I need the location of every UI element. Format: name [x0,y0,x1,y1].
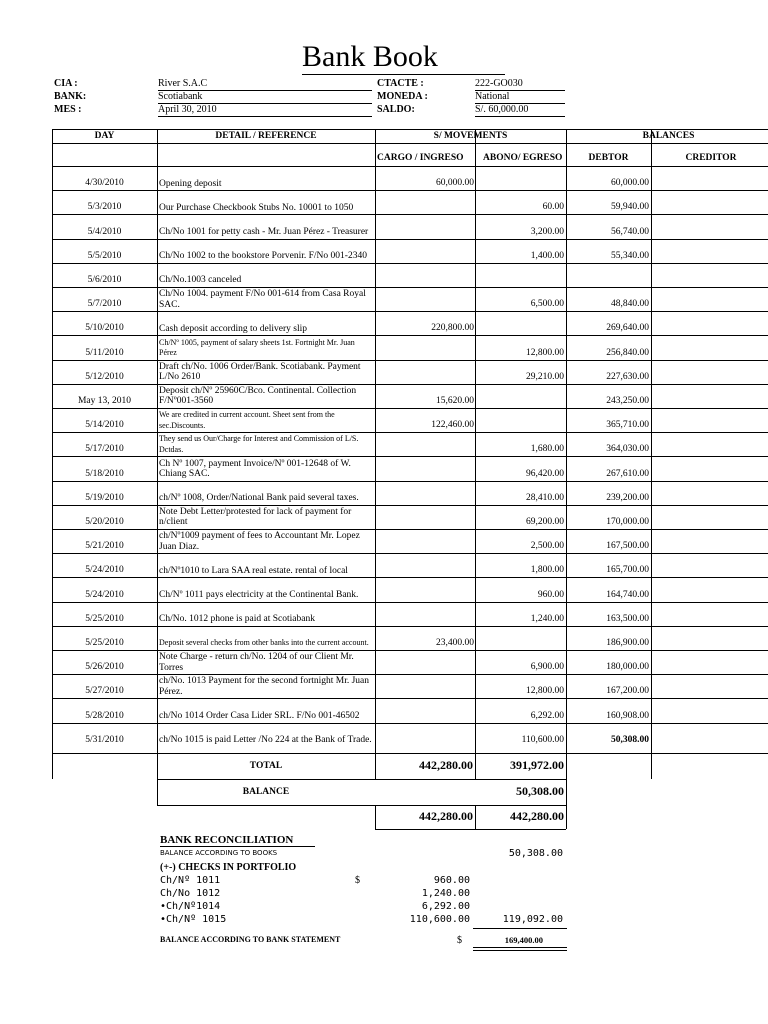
row-creditor [651,662,768,673]
row-creditor [651,469,768,480]
row-day: 5/14/2010 [85,420,124,431]
checks-total-underline [473,928,567,929]
check-value: 1,240.00 [421,888,470,899]
row-day: 5/27/2010 [85,686,124,697]
check-label: Ch/Nº 1011 [160,875,221,886]
row-detail: Opening deposit [159,178,222,189]
row-cargo [375,662,474,673]
row-day: 5/12/2010 [85,371,124,382]
row-cargo [375,348,474,359]
row-abono: 110,600.00 [521,734,564,745]
total-bottom-border [157,779,566,780]
row-abono: 96,420.00 [526,468,564,479]
column-divider [157,129,158,754]
row-abono: 3,200.00 [530,226,564,237]
row-detail: Cash deposit according to delivery slip [159,323,308,334]
row-cargo: 15,620.00 [436,396,474,406]
row-debtor: 170,000.00 [606,517,649,527]
row-cargo: 220,800.00 [431,323,474,334]
row-creditor [651,565,768,576]
row-day: 5/3/2010 [87,202,122,213]
total-cargo: 442,280.00 [419,759,473,772]
row-abono [475,638,564,649]
row-detail: Deposit ch/Nº 25960C/Bco. Continental. Collection F/Nº001-3560 [159,385,357,407]
row-abono: 28,410.00 [526,492,564,503]
row-debtor: 267,610.00 [606,468,649,479]
saldo-value: S/. 60,000.00 [475,104,565,117]
header-divider [52,143,768,144]
recon-title: BANK RECONCILIATION [160,834,315,847]
row-day: 5/24/2010 [85,565,124,576]
row-abono: 69,200.00 [526,517,564,527]
row-abono: 1,680.00 [530,444,564,455]
row-creditor [651,517,768,528]
row-cargo [375,686,474,697]
bank-statement-label: BALANCE ACCORDING TO BANK STATEMENT [160,935,341,944]
row-creditor [651,178,768,189]
row-day: 5/6/2010 [87,275,122,285]
row-day: 4/30/2010 [85,178,124,189]
row-detail: Deposit several checks from other banks into the current account. [159,638,369,648]
mes-label: MES : [54,104,82,115]
row-creditor [651,614,768,625]
column-divider [375,129,376,754]
row-cargo [375,517,474,528]
row-day: 5/28/2010 [85,710,124,721]
row-creditor [651,275,768,286]
row-detail: Ch/No 1004. payment F/No 001-614 from Casa Royal SAC. [159,289,366,310]
statement-double-underline [473,950,567,951]
check-label: •Ch/Nº 1015 [160,914,227,925]
row-detail: Ch/Nº 1011 pays electricity at the Continental Bank. [159,590,359,601]
row-cargo [375,590,474,601]
row-day: May 13, 2010 [77,396,132,406]
row-creditor [651,372,768,383]
row-debtor: 164,740.00 [606,589,649,600]
row-day: 5/25/2010 [85,638,124,648]
bank-statement-value: 169,400.00 [504,935,543,945]
row-abono [475,396,564,407]
row-cargo [375,614,474,625]
row-day: 5/4/2010 [87,226,122,237]
row-detail: ch/Nº1010 to Lara SAA real estate. rental of local [159,565,348,576]
row-debtor: 59,940.00 [611,202,649,213]
row-creditor [651,493,768,504]
row-cargo [375,711,474,722]
row-debtor: 48,840.00 [611,299,649,310]
row-debtor: 365,710.00 [606,420,649,431]
row-cargo [375,227,474,238]
row-creditor [651,638,768,649]
grand-cargo: 442,280.00 [419,810,473,823]
row-detail: Ch/No 1002 to the bookstore Porvenir. F/No 001-2340 [159,251,367,262]
column-divider [651,129,652,754]
check-label: Ch/No 1012 [160,888,221,899]
row-debtor: 163,500.00 [606,613,649,624]
row-cargo [375,469,474,480]
checks-total: 119,092.00 [502,914,563,925]
column-divider [475,129,476,754]
row-debtor: 165,700.00 [606,565,649,576]
row-detail: ch/No 1015 is paid Letter /No 224 at the Bank of Trade. [159,735,372,746]
balance-bottom-border [157,805,566,806]
row-abono: 1,800.00 [530,565,564,576]
row-creditor [651,420,768,431]
row-cargo [375,275,474,286]
row-debtor: 269,640.00 [606,323,649,334]
row-day: 5/21/2010 [85,541,124,552]
row-cargo [375,565,474,576]
row-cargo: 60,000.00 [436,178,474,189]
row-day: 5/7/2010 [87,299,122,310]
row-creditor [651,396,768,407]
check-label: •Ch/Nº1014 [160,901,221,912]
row-debtor: 186,900.00 [606,638,649,648]
row-cargo: 23,400.00 [436,638,474,648]
row-creditor [651,711,768,722]
row-detail: Note Debt Letter/protested for lack of payment for n/client [159,506,352,528]
balance-value: 50,308.00 [516,785,564,798]
row-cargo [375,541,474,552]
row-detail: Ch/No.1003 canceled [159,275,242,286]
row-cargo [375,493,474,504]
row-detail: Ch/Nº 1005, payment of salary sheets 1st. Fortnight Mr. Juan Pérez [159,337,355,358]
row-debtor: 55,340.00 [611,250,649,261]
row-creditor [651,735,768,746]
col-header-detail: DETAIL / REFERENCE [215,131,317,141]
row-day: 5/17/2010 [85,444,124,455]
row-detail: Draft ch/No. 1006 Order/Bank. Scotiabank. Payment L/No 2610 [159,361,361,383]
row-cargo [375,299,474,310]
row-detail: ch/No 1014 Order Casa Lider SRL. F/No 001-46502 [159,711,360,722]
row-creditor [651,348,768,359]
column-divider [651,753,652,779]
row-creditor [651,590,768,601]
col-header-movements: S/ MOVEMENTS [433,131,508,141]
row-creditor [651,251,768,262]
row-day: 5/26/2010 [85,662,124,673]
row-cargo [375,251,474,262]
row-detail: Our Purchase Checkbook Stubs No. 10001 to 1050 [159,202,354,213]
row-abono: 6,900.00 [530,662,564,673]
bank-label: BANK: [54,91,87,102]
row-abono [475,275,564,286]
row-debtor [566,275,649,286]
row-cargo [375,444,474,455]
row-creditor [651,227,768,238]
row-debtor: 167,500.00 [606,541,649,552]
row-day: 5/19/2010 [85,492,124,503]
column-divider [566,129,567,754]
page-title: Bank Book [302,40,505,75]
row-abono: 6,292.00 [530,710,564,721]
col-header-balances: BALANCES [642,131,695,141]
row-day: 5/24/2010 [85,589,124,600]
row-abono: 1,400.00 [530,250,564,261]
moneda-value: National [475,91,565,104]
statement-currency: $ [457,935,462,946]
books-balance-value: 50,308.00 [508,848,563,859]
column-divider [52,753,53,779]
column-divider [566,779,567,805]
row-abono: 6,500.00 [530,299,564,310]
row-creditor [651,299,768,310]
col-header-cargo: CARGO / INGRESO [377,153,464,163]
ctacte-label: CTACTE : [377,78,424,89]
col-header-creditor: CREDITOR [685,153,737,163]
row-detail: Ch/No. 1012 phone is paid at Scotiabank [159,614,315,625]
row-day: 5/31/2010 [85,734,124,745]
row-debtor: 239,200.00 [606,492,649,503]
row-cargo [375,372,474,383]
row-abono: 12,800.00 [526,686,564,697]
row-abono: 2,500.00 [530,541,564,552]
ctacte-value: 222-GO030 [475,78,565,91]
column-divider [566,805,567,829]
cia-label: CIA : [54,78,78,89]
row-debtor: 256,840.00 [606,347,649,358]
col-header-debtor: DEBTOR [588,153,629,163]
row-abono [475,178,564,189]
total-abono: 391,972.00 [510,759,564,772]
column-divider [52,129,53,754]
row-detail: ch/No. 1013 Payment for the second fortnight Mr. Juan Pérez. [159,676,370,697]
row-creditor [651,541,768,552]
row-abono: 60.00 [542,202,564,213]
col-header-day: DAY [94,131,115,141]
row-creditor [651,323,768,334]
grand-bottom-border [375,829,566,830]
row-debtor: 167,200.00 [606,686,649,697]
row-debtor: 180,000.00 [606,662,649,673]
saldo-label: SALDO: [377,104,415,115]
currency-symbol: $ [355,875,360,886]
check-value: 110,600.00 [409,914,470,925]
moneda-label: MONEDA : [377,91,428,102]
row-cargo [375,735,474,746]
bank-value: Scotiabank [158,91,372,104]
column-divider [566,753,567,779]
row-creditor [651,686,768,697]
row-detail: ch/Nº1009 payment of fees to Accountant Mr. Lopez Juan Diaz. [159,531,360,552]
row-detail: Note Charge - return ch/No. 1204 of our Client Mr. Torres [159,652,354,673]
row-detail: They send us Our/Charge for Interest and Commission of L/S. Dctdas. [159,434,359,454]
row-debtor: 56,740.00 [611,226,649,237]
row-cargo [375,202,474,213]
row-abono [475,323,564,334]
row-debtor: 60,000.00 [611,178,649,189]
total-label: TOTAL [249,760,283,771]
row-day: 5/20/2010 [85,517,124,527]
row-detail: ch/Nº 1008, Order/National Bank paid several taxes. [159,493,359,504]
row-debtor: 160,908.00 [606,710,649,721]
grand-abono: 442,280.00 [510,810,564,823]
row-creditor [651,202,768,213]
row-detail: Ch Nº 1007, payment Invoice/Nº 001-12648 of W. Chiang SAC. [159,458,351,480]
row-abono [475,420,564,431]
check-value: 960.00 [433,875,470,886]
balance-label: BALANCE [242,786,290,797]
row-abono: 29,210.00 [526,371,564,382]
checks-portfolio-label: (+-) CHECKS IN PORTFOLIO [160,862,297,873]
row-debtor: 243,250.00 [606,396,649,406]
books-balance-label: BALANCE ACCORDING TO BOOKS [160,849,278,857]
row-day: 5/25/2010 [85,613,124,624]
row-debtor: 364,030.00 [606,444,649,455]
row-abono: 960.00 [537,589,564,600]
row-creditor [651,444,768,455]
mes-value: April 30, 2010 [158,104,372,117]
cia-value: River S.A.C [158,78,372,91]
row-day: 5/18/2010 [85,468,124,479]
check-value: 6,292.00 [421,901,470,912]
table-bottom-border [52,753,768,755]
row-debtor: 50,308.00 [611,734,649,745]
row-detail: Ch/No 1001 for petty cash - Mr. Juan Pérez - Treasurer [159,227,369,238]
row-day: 5/5/2010 [87,250,122,261]
statement-double-underline [473,947,567,948]
row-cargo: 122,460.00 [431,420,474,431]
row-day: 5/11/2010 [85,347,124,358]
row-debtor: 227,630.00 [606,371,649,382]
col-header-abono: ABONO/ EGRESO [483,153,563,163]
row-abono: 12,800.00 [526,347,564,358]
row-abono: 1,240.00 [530,613,564,624]
row-day: 5/10/2010 [85,323,124,334]
row-detail: We are credited in current account. Sheet sent from the sec.Discounts. [159,410,335,430]
